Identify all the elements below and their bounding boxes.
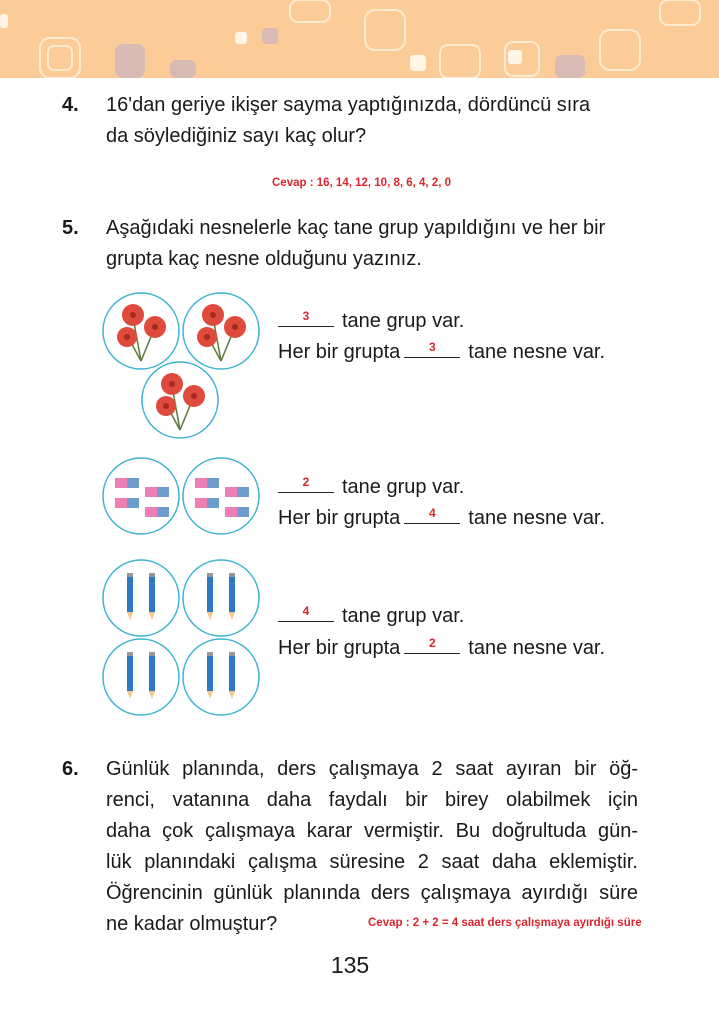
eraser-per-group-line	[278, 503, 605, 533]
page-number: 135	[330, 952, 370, 978]
flower-groups	[103, 293, 259, 438]
pencil-per-group-line	[278, 633, 605, 663]
question-line: da söylediğiniz sayı kaç olur?	[106, 125, 367, 147]
question-line: grupta kaç nesne olduğunu yazınız.	[106, 248, 422, 270]
question-line: lük planındaki çalışma süresine 2 saat daha eklemiştir.	[106, 851, 638, 873]
question-number: 5.	[62, 217, 79, 239]
filled-answer: 2	[302, 475, 310, 489]
flower-groups-count-line	[278, 306, 464, 336]
label: tane grup var.	[342, 605, 465, 627]
question-line: daha çok çalışmaya karar vermiştir. Bu doğrultuda gün-	[106, 820, 638, 842]
question-number: 6.	[62, 758, 79, 780]
label: Her bir grupta	[278, 637, 401, 659]
question-line: Aşağıdaki nesnelerle kaç tane grup yapıldığını ve her bir	[106, 217, 606, 239]
label: tane nesne var.	[468, 507, 606, 529]
eraser-groups-count-line	[278, 472, 464, 502]
answer-blank[interactable]	[404, 339, 460, 358]
label: tane nesne var.	[468, 341, 606, 363]
filled-answer: 4	[428, 506, 436, 520]
label: tane grup var.	[342, 476, 465, 498]
label: Her bir grupta	[278, 341, 401, 363]
label: tane grup var.	[342, 310, 465, 332]
answer-blank[interactable]	[278, 308, 334, 327]
question-line: 16'dan geriye ikişer sayma yaptığınızda, dördüncü sıra	[106, 94, 591, 116]
answer-blank[interactable]	[278, 603, 334, 622]
eraser-groups	[103, 458, 259, 534]
filled-answer: 4	[302, 604, 310, 618]
question-line: ne kadar olmuştur?	[106, 913, 278, 935]
question-line: Günlük planında, ders çalışmaya 2 saat ayıran bir öğ-	[106, 758, 638, 780]
question-text	[106, 754, 638, 940]
answer-blank[interactable]	[278, 474, 334, 493]
pencil-groups	[103, 560, 259, 715]
answer-4: Cevap : 16, 14, 12, 10, 8, 6, 4, 2, 0	[272, 177, 452, 189]
question-number: 4.	[62, 94, 79, 116]
flower-per-group-line	[278, 337, 605, 367]
answer-blank[interactable]	[404, 505, 460, 524]
filled-answer: 3	[428, 340, 436, 354]
answer-6: Cevap : 2 + 2 = 4 saat ders çalışmaya ayırdığı süre	[368, 917, 642, 929]
question-line: renci, vatanına daha faydalı bir birey olabilmek için	[106, 789, 638, 811]
answer-blank[interactable]	[404, 635, 460, 654]
label: Her bir grupta	[278, 507, 401, 529]
filled-answer: 2	[428, 636, 436, 650]
label: tane nesne var.	[468, 637, 606, 659]
filled-answer: 3	[302, 309, 310, 323]
question-line: Öğrencinin günlük planında ders çalışmaya ayırdığı süre	[106, 882, 638, 904]
pencil-groups-count-line	[278, 601, 464, 631]
